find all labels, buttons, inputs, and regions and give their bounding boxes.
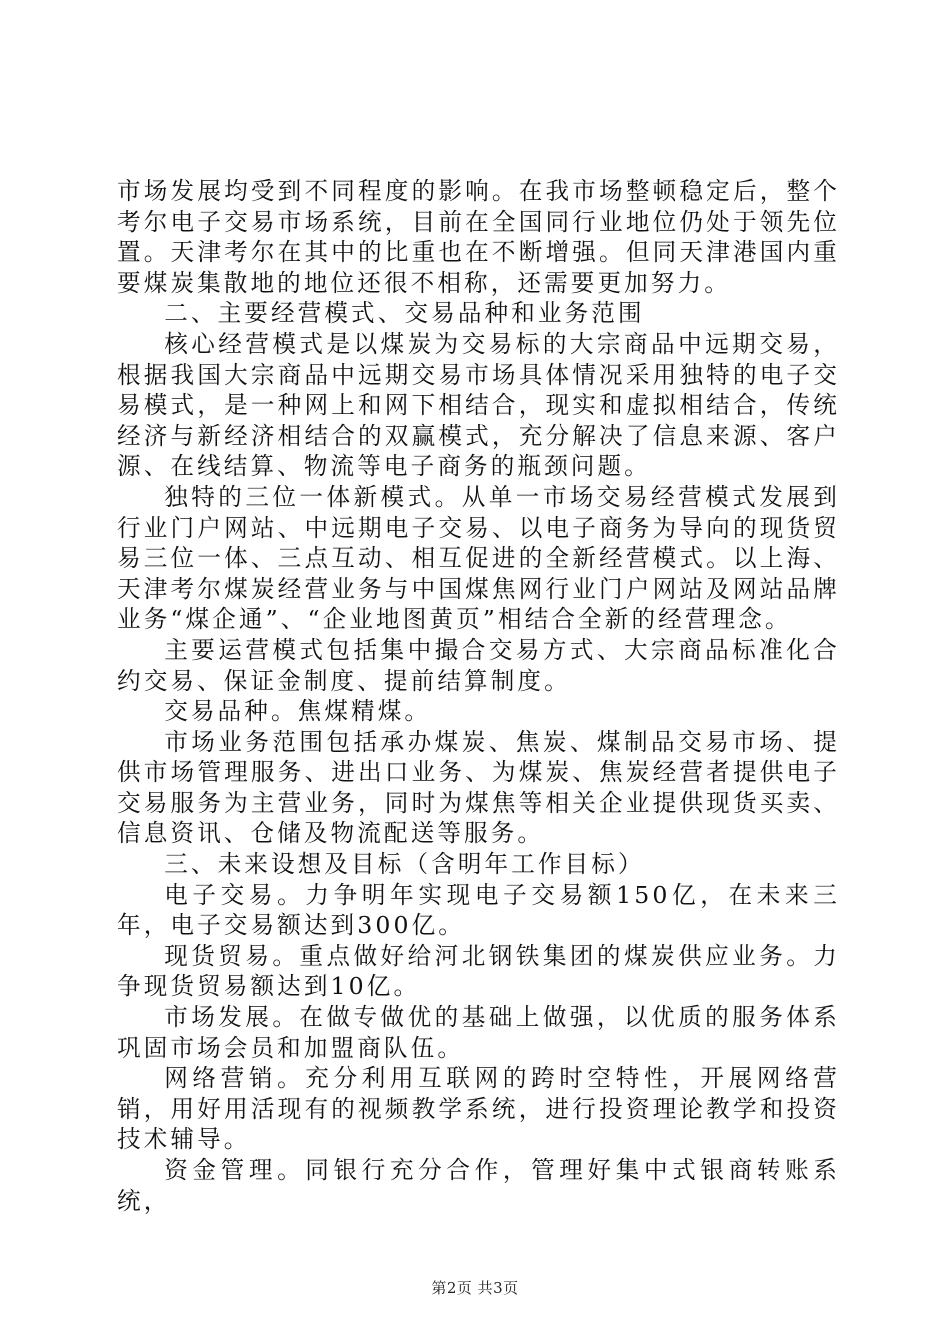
document-body: [117, 176, 840, 1216]
paragraph: 核心经营模式是以煤炭为交易标的大宗商品中远期交易，根据我国大宗商品中远期交易市场具体情况采用独特的电子交易模式，是一种网上和网下相结合，现实和虚拟相结合，传统经济与新经济相结合的双赢模式，充分解决了信息来源、客户源、在线结算、物流等电子商务的瓶颈问题。: [117, 329, 840, 481]
paragraph: 交易品种。焦煤精煤。: [164, 697, 432, 726]
paragraph: 市场发展均受到不同程度的影响。在我市场整顿稳定后，整个考尔电子交易市场系统，目前在全国同行业地位仍处于领先位置。天津考尔在其中的比重也在不断增强。但同天津港国内重要煤炭集散地的地位还很不相称，还需要更加努力。: [117, 177, 840, 297]
paragraph: 网络营销。充分利用互联网的跨时空特性，开展网络营销，用好用活现有的视频教学系统，进行投资理论教学和投资技术辅导。: [117, 1064, 840, 1154]
page-number-footer: 第2页 共3页: [431, 1279, 519, 1297]
paragraph: 电子交易。力争明年实现电子交易额150亿，在未来三年，电子交易额达到300亿。: [117, 880, 840, 940]
paragraph: 市场业务范围包括承办煤炭、焦炭、煤制品交易市场、提供市场管理服务、进出口业务、为煤炭、焦炭经营者提供电子交易服务为主营业务，同时为煤焦等相关企业提供现货买卖、信息资讯、仓储及物流配送等服务。: [117, 727, 840, 848]
paragraph: 主要运营模式包括集中撮合交易方式、大宗商品标准化合约交易、保证金制度、提前结算制度。: [117, 635, 840, 695]
paragraph: 独特的三位一体新模式。从单一市场交易经营模式发展到行业门户网站、中远期电子交易、以电子商务为导向的现货贸易三位一体、三点互动、相互促进的全新经营模式。以上海、天津考尔煤炭经营业务与中国煤焦网行业门户网站及网站品牌业务“煤企通”、“企业地图黄页”相结合全新的经营理念。: [117, 482, 840, 634]
section-heading: 三、未来设想及目标（含明年工作目标）: [164, 850, 645, 879]
section-heading: 二、主要经营模式、交易品种和业务范围: [164, 299, 645, 328]
paragraph: 现货贸易。重点做好给河北钢铁集团的煤炭供应业务。力争现货贸易额达到10亿。: [117, 941, 840, 1001]
paragraph: 资金管理。同银行充分合作，管理好集中式银商转账系统，: [117, 1156, 840, 1215]
paragraph: 市场发展。在做专做优的基础上做强，以优质的服务体系巩固市场会员和加盟商队伍。: [117, 1003, 840, 1062]
